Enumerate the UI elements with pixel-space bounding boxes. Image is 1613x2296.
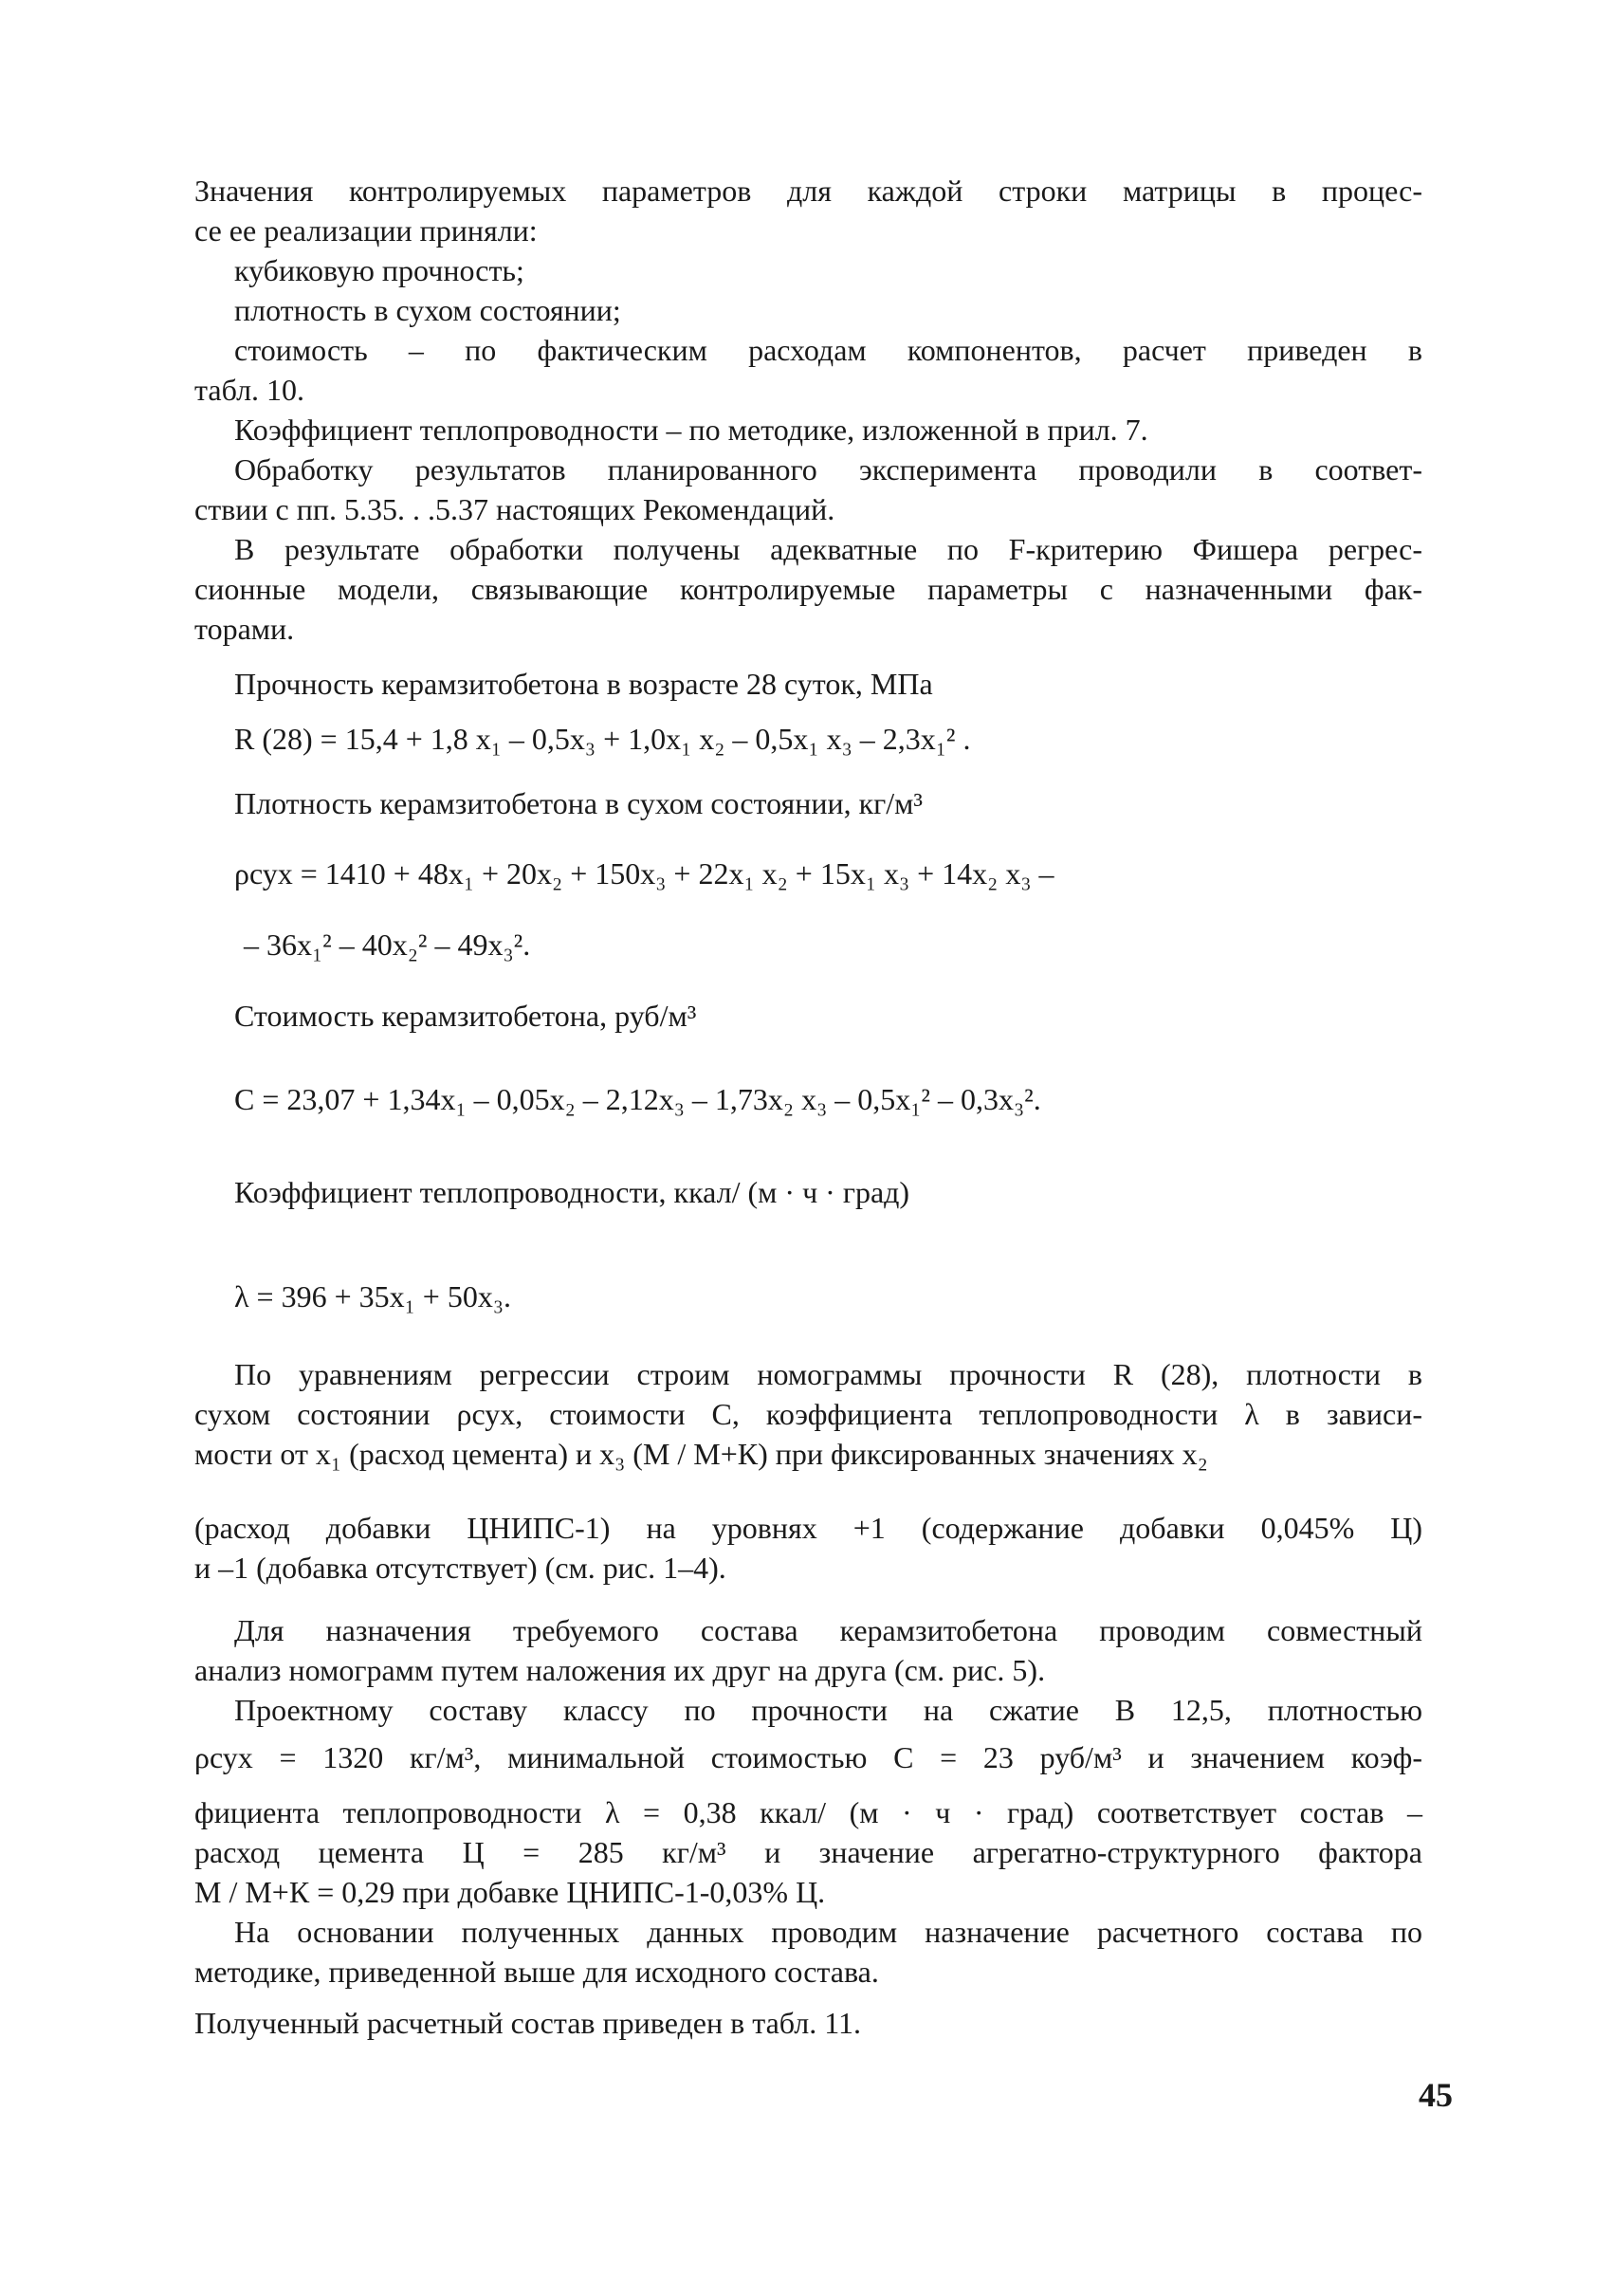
item-dry-density: плотность в сухом состоянии;	[234, 293, 621, 327]
nomogram-line1: По уравнениям регрессии строим номограммы прочности R (28), плотности в	[234, 1357, 1422, 1391]
density-formula-line1: ρсух = 1410 + 48x₁ + 20x₂ + 150x₃ + 22x₁ x₂ + 15x₁ x₃ + 14x₂ x₃ –	[234, 856, 1054, 891]
p4-line3: торами.	[194, 612, 295, 646]
design-line1: Проектному составу классу по прочности на сжатие В 12,5, плотностью	[234, 1693, 1422, 1727]
density-formula-line2: – 36x₁² – 40x₂² – 49x₃².	[244, 928, 531, 962]
density-label: Плотность керамзитобетона в сухом состоянии, кг/м³	[234, 786, 923, 820]
conductivity-formula: λ = 396 + 35x₁ + 50x₃.	[234, 1279, 511, 1313]
item-cube-strength: кубиковую прочность;	[234, 253, 524, 287]
strength-label: Прочность керамзитобетона в возрасте 28 суток, МПа	[234, 667, 933, 701]
final-line3: Полученный расчетный состав приведен в табл. 11.	[194, 2006, 862, 2040]
assignment-line2: анализ номограмм путем наложения их друг на друга (см. рис. 5).	[194, 1653, 1046, 1687]
assignment-line1: Для назначения требуемого состава керамзитобетона проводим совместный	[234, 1613, 1422, 1647]
design-line5: М / М+К = 0,29 при добавке ЦНИПС-1-0,03% Ц.	[194, 1875, 826, 1909]
p2-line: Коэффициент теплопроводности – по методике, изложенной в прил. 7.	[234, 413, 1148, 447]
cost-formula: C = 23,07 + 1,34x₁ – 0,05x₂ – 2,12x₃ – 1,73x₂ x₃ – 0,5x₁² – 0,3x₃².	[234, 1082, 1041, 1116]
item-cost-line2: табл. 10.	[194, 373, 305, 407]
nomogram-line4: (расход добавки ЦНИПС-1) на уровнях +1 (содержание добавки 0,045% Ц)	[194, 1511, 1422, 1545]
p3-line1: Обработку результатов планированного эксперимента проводили в соответ-	[234, 452, 1422, 487]
final-line2: методике, приведенной выше для исходного состава.	[194, 1955, 879, 1989]
conductivity-label: Коэффициент теплопроводности, ккал/ (м · ч · град)	[234, 1175, 910, 1209]
page-number: 45	[1419, 2076, 1453, 2114]
design-line3: фициента теплопроводности λ = 0,38 ккал/ (м · ч · град) соответствует состав –	[194, 1795, 1422, 1829]
item-cost-line1: стоимость – по фактическим расходам компонентов, расчет приведен в	[234, 333, 1422, 367]
p3-line2: ствии с пп. 5.35. . .5.37 настоящих Рекомендаций.	[194, 492, 835, 526]
p1-line2: се ее реализации приняли:	[194, 213, 538, 248]
nomogram-line3	[194, 1434, 1208, 1474]
p4-line2: сионные модели, связывающие контролируемые параметры с назначенными фак-	[194, 572, 1422, 606]
final-line1: На основании полученных данных проводим назначение расчетного состава по	[234, 1915, 1422, 1949]
p4-line1: В результате обработки получены адекватные по F-критерию Фишера регрес-	[234, 532, 1422, 566]
nomogram-line2: сухом состоянии ρсух, стоимости C, коэффициента теплопроводности λ в зависи-	[194, 1397, 1422, 1431]
cost-label: Стоимость керамзитобетона, руб/м³	[234, 999, 697, 1033]
nomogram-line3-text: мости от x₁ (расход цемента) и x₃ (М / М+К) при фиксированных значениях x₂	[194, 1437, 1208, 1471]
p1-line1: Значения контролируемых параметров для каждой строки матрицы в процес-	[194, 174, 1422, 208]
strength-formula: R (28) = 15,4 + 1,8 x₁ – 0,5x₃ + 1,0x₁ x₂ – 0,5x₁ x₃ – 2,3x₁² .	[234, 722, 971, 756]
design-line4: расход цемента Ц = 285 кг/м³ и значение агрегатно-структурного фактора	[194, 1835, 1422, 1869]
design-line2: ρсух = 1320 кг/м³, минимальной стоимостью С = 23 руб/м³ и значением коэф-	[194, 1740, 1422, 1774]
nomogram-line5: и –1 (добавка отсутствует) (см. рис. 1–4).	[194, 1551, 726, 1585]
